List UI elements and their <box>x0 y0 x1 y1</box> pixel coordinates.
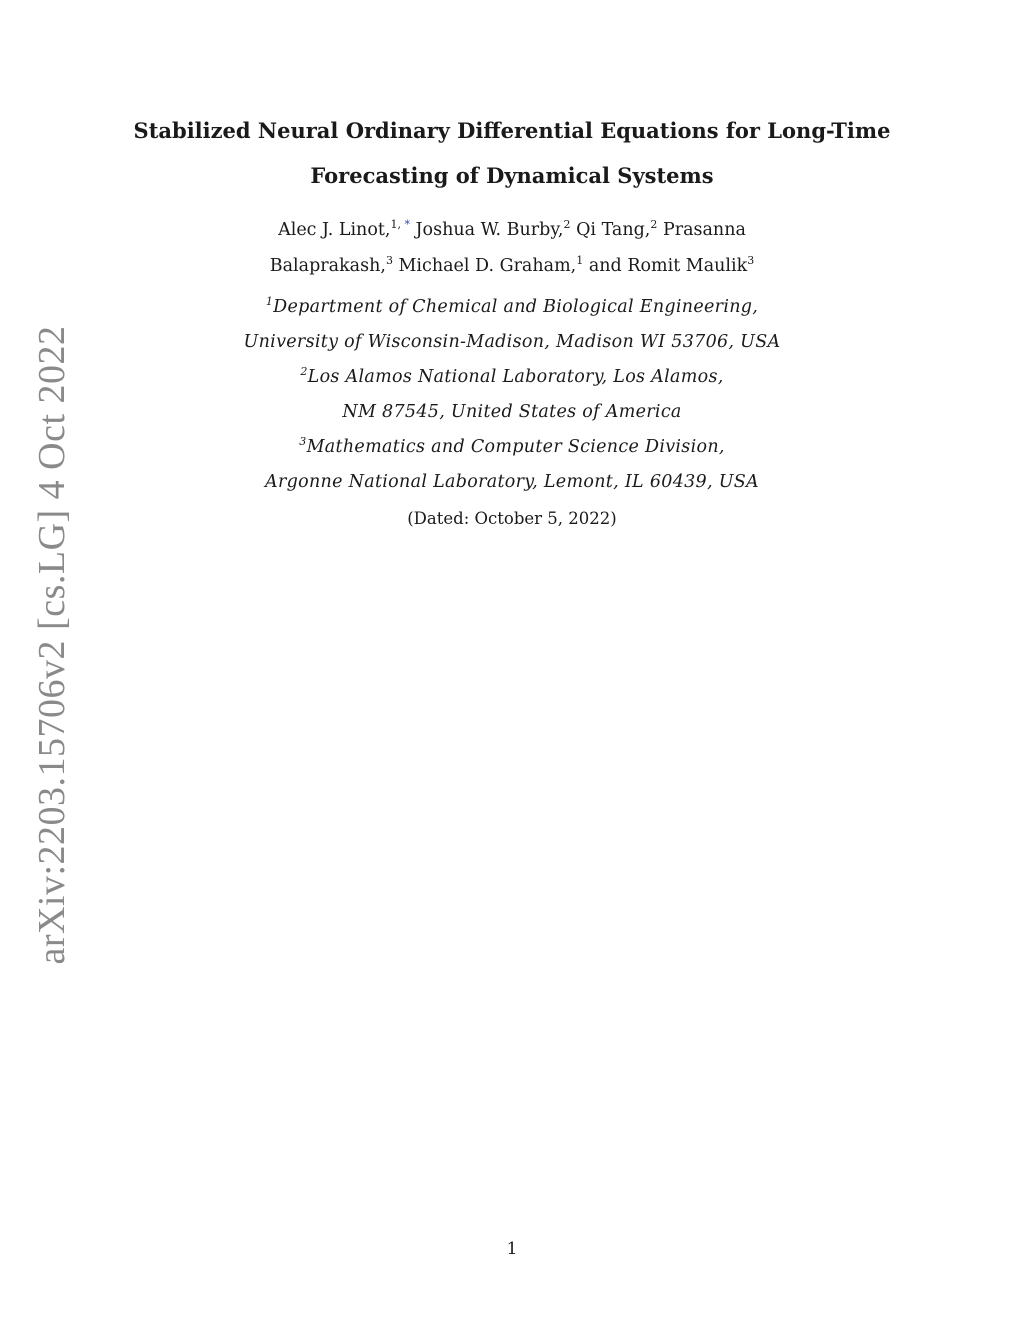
affiliation-2-line-2: NM 87545, United States of America <box>342 402 682 422</box>
affiliation-sup: 3 <box>299 435 307 448</box>
affiliation-1-line-2: University of Wisconsin-Madison, Madison WI 53706, USA <box>243 332 781 352</box>
author-affil-sup: 2 <box>563 218 571 231</box>
page-number: 1 <box>506 1239 518 1259</box>
affiliation-3-line-2: Argonne National Laboratory, Lemont, IL 60439, USA <box>265 472 759 492</box>
author-connector: and <box>588 256 622 276</box>
author-name: Michael D. Graham, <box>398 256 577 276</box>
author-name: Joshua W. Burby, <box>415 220 564 240</box>
paper-title-line-2: Forecasting of Dynamical Systems <box>310 163 714 188</box>
author-affil-sup: 3 <box>385 254 393 267</box>
author-affil-sup: 1 <box>576 254 584 267</box>
arxiv-identifier: arXiv:2203.15706v2 [cs.LG] 4 Oct 2022 <box>31 325 73 965</box>
author-name: Alec J. Linot, <box>278 220 391 240</box>
affiliation-sup: 1 <box>265 295 274 308</box>
dated-line: (Dated: October 5, 2022) <box>407 509 617 528</box>
author-affil-sup: 2 <box>650 218 658 231</box>
affiliation-1-line-1: $^1$Department of Chemical and Biological Engineering, <box>265 295 759 317</box>
author-name-part: Prasanna <box>662 220 746 240</box>
author-line-1 <box>0 218 1024 240</box>
author-affil-sup: 3 <box>747 254 755 267</box>
author-name: Romit Maulik <box>627 256 748 276</box>
author-affil-sup: 1, * <box>390 218 410 231</box>
author-name: Qi Tang, <box>576 220 651 240</box>
affiliation-2-line-1: $^2$Los Alamos National Laboratory, Los Alamos, <box>300 365 724 387</box>
affiliation-3-line-1: $^3$Mathematics and Computer Science Division, <box>299 435 725 457</box>
author-name-part: Balaprakash, <box>269 256 386 276</box>
paper-title-line-1: Stabilized Neural Ordinary Differential Equations for Long-Time <box>133 118 891 143</box>
author-line-2 <box>0 254 1024 276</box>
corresponding-author-mark[interactable]: * <box>400 218 410 231</box>
affiliation-sup: 2 <box>300 365 308 378</box>
